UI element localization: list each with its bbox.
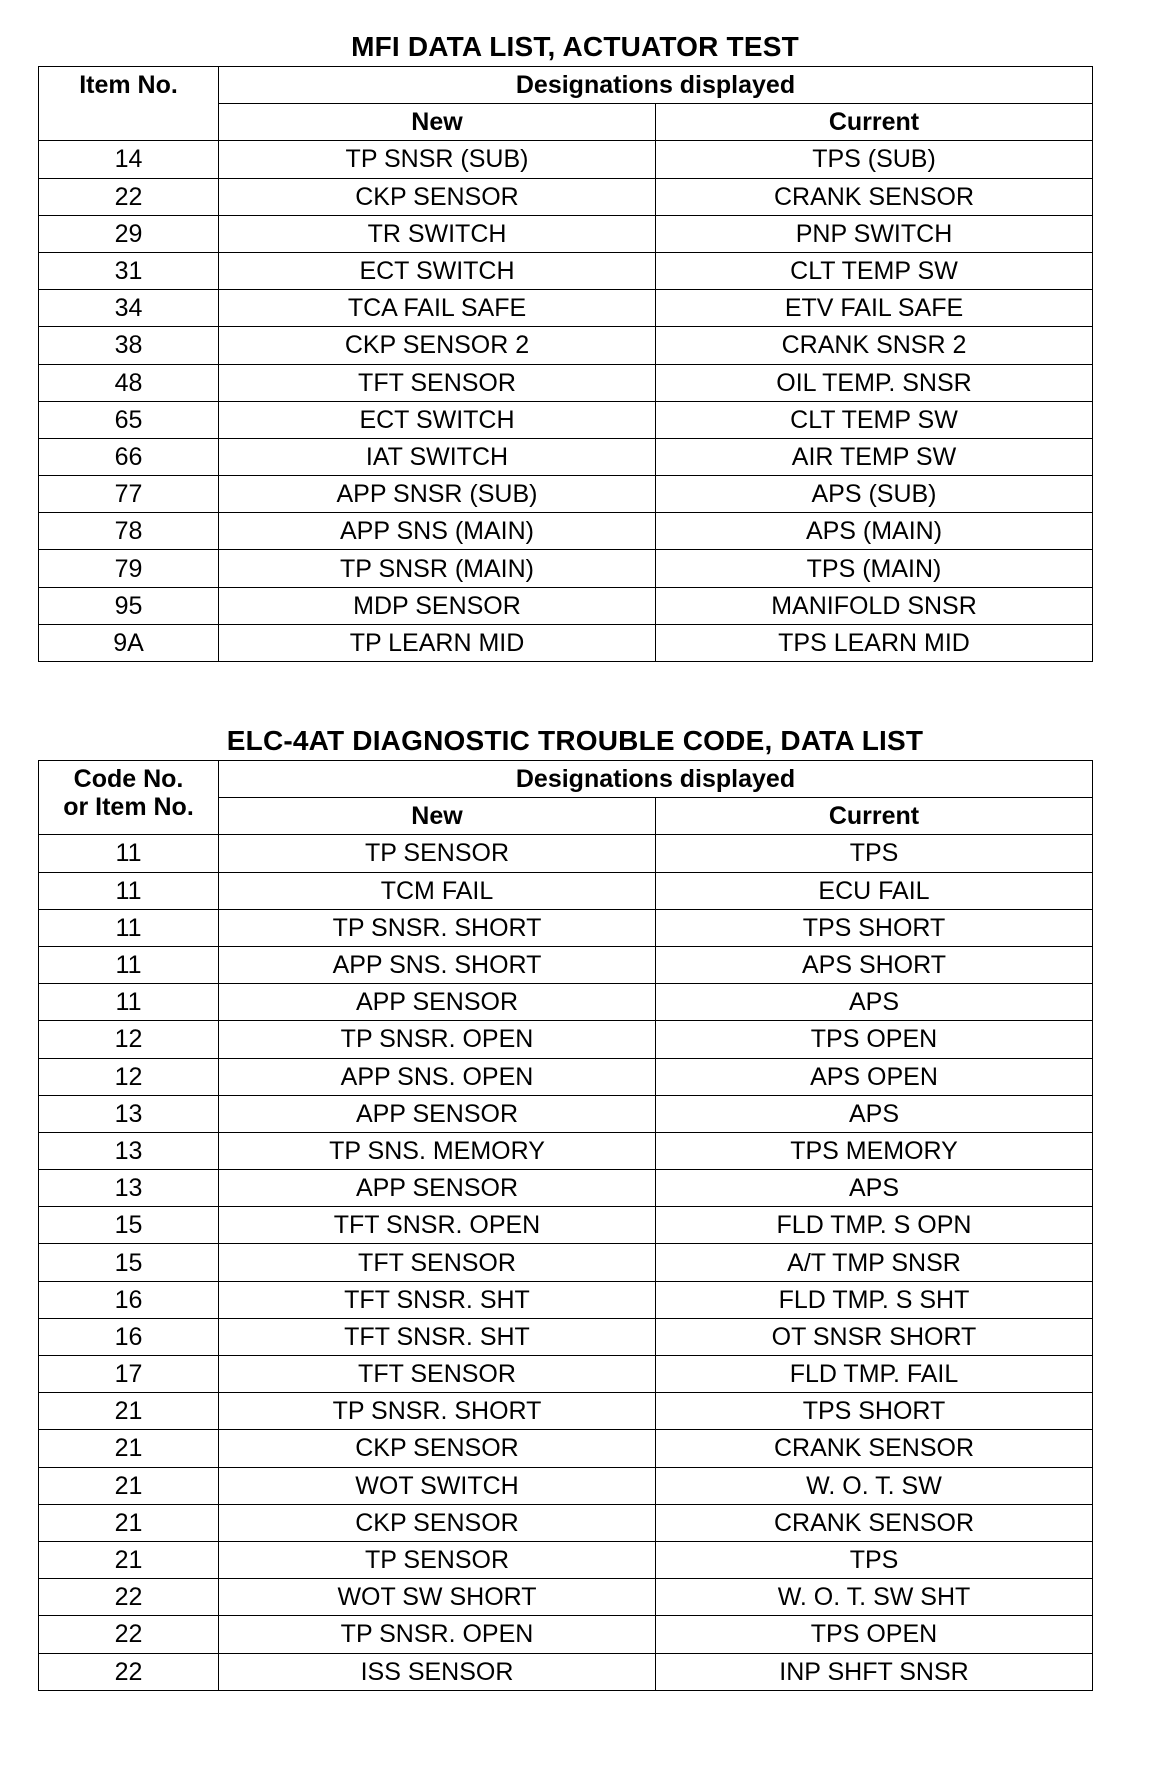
code-no-header-line1: Code No. xyxy=(73,765,184,793)
new-designation-cell: ECT SWITCH xyxy=(219,401,656,438)
code-no-header xyxy=(39,761,219,835)
current-designation-cell: APS SHORT xyxy=(656,946,1093,983)
new-designation-cell: TP SNSR (SUB) xyxy=(219,141,656,178)
number-cell: 38 xyxy=(39,327,219,364)
new-designation-cell: TFT SNSR. OPEN xyxy=(219,1207,656,1244)
current-designation-cell: W. O. T. SW SHT xyxy=(656,1579,1093,1616)
mfi-section xyxy=(38,28,1092,662)
designations-header: Designations displayed xyxy=(219,761,1093,798)
table-row xyxy=(39,1430,1093,1467)
number-cell: 13 xyxy=(39,1095,219,1132)
new-designation-cell: CKP SENSOR xyxy=(219,178,656,215)
table-row xyxy=(39,550,1093,587)
new-designation-cell: TCA FAIL SAFE xyxy=(219,290,656,327)
table-row xyxy=(39,1021,1093,1058)
current-designation-cell: ECU FAIL xyxy=(656,872,1093,909)
table-row xyxy=(39,1095,1093,1132)
new-designation-cell: WOT SWITCH xyxy=(219,1467,656,1504)
number-cell: 15 xyxy=(39,1244,219,1281)
number-cell: 21 xyxy=(39,1467,219,1504)
table-row xyxy=(39,290,1093,327)
current-designation-cell: TPS SHORT xyxy=(656,909,1093,946)
current-designation-cell: TPS xyxy=(656,1541,1093,1578)
number-cell: 66 xyxy=(39,438,219,475)
current-designation-cell: FLD TMP. FAIL xyxy=(656,1356,1093,1393)
new-designation-cell: APP SNS. SHORT xyxy=(219,946,656,983)
new-designation-cell: ECT SWITCH xyxy=(219,252,656,289)
number-cell: 15 xyxy=(39,1207,219,1244)
new-designation-cell: APP SENSOR xyxy=(219,984,656,1021)
table-row xyxy=(39,178,1093,215)
current-header: Current xyxy=(656,104,1093,141)
number-cell: 11 xyxy=(39,946,219,983)
number-cell: 95 xyxy=(39,587,219,624)
number-cell: 9A xyxy=(39,624,219,661)
table-row xyxy=(39,872,1093,909)
new-designation-cell: APP SENSOR xyxy=(219,1095,656,1132)
table-row xyxy=(39,1244,1093,1281)
current-designation-cell: APS xyxy=(656,1095,1093,1132)
new-designation-cell: TP SNSR. SHORT xyxy=(219,1393,656,1430)
new-designation-cell: IAT SWITCH xyxy=(219,438,656,475)
elc-data-table xyxy=(38,760,1093,1691)
current-designation-cell: CRANK SENSOR xyxy=(656,1504,1093,1541)
table-row xyxy=(39,141,1093,178)
current-designation-cell: TPS (MAIN) xyxy=(656,550,1093,587)
table-row xyxy=(39,1207,1093,1244)
new-designation-cell: TP LEARN MID xyxy=(219,624,656,661)
table-row xyxy=(39,401,1093,438)
table-row xyxy=(39,1132,1093,1169)
number-cell: 13 xyxy=(39,1132,219,1169)
number-cell: 78 xyxy=(39,513,219,550)
elc-section xyxy=(38,722,1092,1691)
number-cell: 21 xyxy=(39,1393,219,1430)
number-cell: 12 xyxy=(39,1021,219,1058)
new-designation-cell: TP SENSOR xyxy=(219,835,656,872)
current-designation-cell: CLT TEMP SW xyxy=(656,401,1093,438)
table-row xyxy=(39,1541,1093,1578)
current-designation-cell: APS (MAIN) xyxy=(656,513,1093,550)
current-designation-cell: APS OPEN xyxy=(656,1058,1093,1095)
elc-table-title: ELC-4AT DIAGNOSTIC TROUBLE CODE, DATA LIST xyxy=(226,725,924,756)
table-row xyxy=(39,215,1093,252)
new-designation-cell: TFT SNSR. SHT xyxy=(219,1318,656,1355)
new-designation-cell: TP SNSR. SHORT xyxy=(219,909,656,946)
table-row xyxy=(39,624,1093,661)
table-row xyxy=(39,1058,1093,1095)
current-header: Current xyxy=(656,798,1093,835)
current-designation-cell: CRANK SNSR 2 xyxy=(656,327,1093,364)
current-designation-cell: TPS LEARN MID xyxy=(656,624,1093,661)
new-designation-cell: ISS SENSOR xyxy=(219,1653,656,1690)
new-designation-cell: APP SNS (MAIN) xyxy=(219,513,656,550)
new-designation-cell: TFT SENSOR xyxy=(219,1356,656,1393)
table-row xyxy=(39,1653,1093,1690)
number-cell: 22 xyxy=(39,1616,219,1653)
table-row xyxy=(39,364,1093,401)
current-designation-cell: TPS xyxy=(656,835,1093,872)
current-designation-cell: PNP SWITCH xyxy=(656,215,1093,252)
number-cell: 11 xyxy=(39,872,219,909)
number-cell: 31 xyxy=(39,252,219,289)
number-cell: 29 xyxy=(39,215,219,252)
current-designation-cell: TPS OPEN xyxy=(656,1616,1093,1653)
new-designation-cell: CKP SENSOR 2 xyxy=(219,327,656,364)
new-designation-cell: TFT SNSR. SHT xyxy=(219,1281,656,1318)
number-cell: 77 xyxy=(39,476,219,513)
number-cell: 79 xyxy=(39,550,219,587)
current-designation-cell: APS xyxy=(656,1170,1093,1207)
new-designation-cell: WOT SW SHORT xyxy=(219,1579,656,1616)
designations-header: Designations displayed xyxy=(219,67,1093,104)
number-cell: 22 xyxy=(39,1579,219,1616)
current-designation-cell: A/T TMP SNSR xyxy=(656,1244,1093,1281)
table-row xyxy=(39,835,1093,872)
number-cell: 12 xyxy=(39,1058,219,1095)
table-row xyxy=(39,252,1093,289)
number-cell: 11 xyxy=(39,984,219,1021)
number-cell: 21 xyxy=(39,1504,219,1541)
mfi-table-body xyxy=(39,141,1093,662)
current-designation-cell: INP SHFT SNSR xyxy=(656,1653,1093,1690)
current-designation-cell: FLD TMP. S OPN xyxy=(656,1207,1093,1244)
item-no-header: Item No. xyxy=(39,67,219,141)
table-row xyxy=(39,1467,1093,1504)
table-row xyxy=(39,909,1093,946)
table-row xyxy=(39,327,1093,364)
current-designation-cell: OT SNSR SHORT xyxy=(656,1318,1093,1355)
number-cell: 14 xyxy=(39,141,219,178)
new-designation-cell: APP SNSR (SUB) xyxy=(219,476,656,513)
number-cell: 22 xyxy=(39,178,219,215)
table-row xyxy=(39,476,1093,513)
new-designation-cell: TP SENSOR xyxy=(219,1541,656,1578)
number-cell: 21 xyxy=(39,1430,219,1467)
number-cell: 17 xyxy=(39,1356,219,1393)
number-cell: 22 xyxy=(39,1653,219,1690)
new-designation-cell: TP SNSR (MAIN) xyxy=(219,550,656,587)
current-designation-cell: CRANK SENSOR xyxy=(656,178,1093,215)
current-designation-cell: TPS (SUB) xyxy=(656,141,1093,178)
table-row xyxy=(39,1170,1093,1207)
table-row xyxy=(39,438,1093,475)
new-designation-cell: TFT SENSOR xyxy=(219,364,656,401)
elc-table-body xyxy=(39,835,1093,1690)
current-designation-cell: AIR TEMP SW xyxy=(656,438,1093,475)
number-cell: 65 xyxy=(39,401,219,438)
table-row xyxy=(39,1356,1093,1393)
current-designation-cell: W. O. T. SW xyxy=(656,1467,1093,1504)
current-designation-cell: MANIFOLD SNSR xyxy=(656,587,1093,624)
new-designation-cell: CKP SENSOR xyxy=(219,1430,656,1467)
current-designation-cell: APS xyxy=(656,984,1093,1021)
current-designation-cell: FLD TMP. S SHT xyxy=(656,1281,1093,1318)
table-row xyxy=(39,1616,1093,1653)
new-designation-cell: APP SENSOR xyxy=(219,1170,656,1207)
new-designation-cell: TCM FAIL xyxy=(219,872,656,909)
mfi-table-title: MFI DATA LIST, ACTUATOR TEST xyxy=(351,31,799,62)
number-cell: 34 xyxy=(39,290,219,327)
number-cell: 48 xyxy=(39,364,219,401)
current-designation-cell: TPS MEMORY xyxy=(656,1132,1093,1169)
new-designation-cell: MDP SENSOR xyxy=(219,587,656,624)
number-cell: 11 xyxy=(39,909,219,946)
table-row xyxy=(39,1281,1093,1318)
table-row xyxy=(39,587,1093,624)
table-row xyxy=(39,984,1093,1021)
new-designation-cell: TP SNS. MEMORY xyxy=(219,1132,656,1169)
new-designation-cell: TP SNSR. OPEN xyxy=(219,1616,656,1653)
new-designation-cell: TFT SENSOR xyxy=(219,1244,656,1281)
new-header: New xyxy=(219,104,656,141)
new-designation-cell: TR SWITCH xyxy=(219,215,656,252)
current-designation-cell: APS (SUB) xyxy=(656,476,1093,513)
current-designation-cell: CLT TEMP SW xyxy=(656,252,1093,289)
new-designation-cell: TP SNSR. OPEN xyxy=(219,1021,656,1058)
new-header: New xyxy=(219,798,656,835)
table-row xyxy=(39,1579,1093,1616)
new-designation-cell: APP SNS. OPEN xyxy=(219,1058,656,1095)
current-designation-cell: TPS SHORT xyxy=(656,1393,1093,1430)
table-row xyxy=(39,513,1093,550)
number-cell: 11 xyxy=(39,835,219,872)
table-row xyxy=(39,946,1093,983)
table-row xyxy=(39,1393,1093,1430)
current-designation-cell: ETV FAIL SAFE xyxy=(656,290,1093,327)
number-cell: 21 xyxy=(39,1541,219,1578)
code-no-header-line2: or Item No. xyxy=(63,793,194,821)
number-cell: 13 xyxy=(39,1170,219,1207)
current-designation-cell: CRANK SENSOR xyxy=(656,1430,1093,1467)
mfi-data-table xyxy=(38,66,1093,662)
new-designation-cell: CKP SENSOR xyxy=(219,1504,656,1541)
number-cell: 16 xyxy=(39,1318,219,1355)
current-designation-cell: OIL TEMP. SNSR xyxy=(656,364,1093,401)
table-row xyxy=(39,1504,1093,1541)
number-cell: 16 xyxy=(39,1281,219,1318)
current-designation-cell: TPS OPEN xyxy=(656,1021,1093,1058)
table-row xyxy=(39,1318,1093,1355)
